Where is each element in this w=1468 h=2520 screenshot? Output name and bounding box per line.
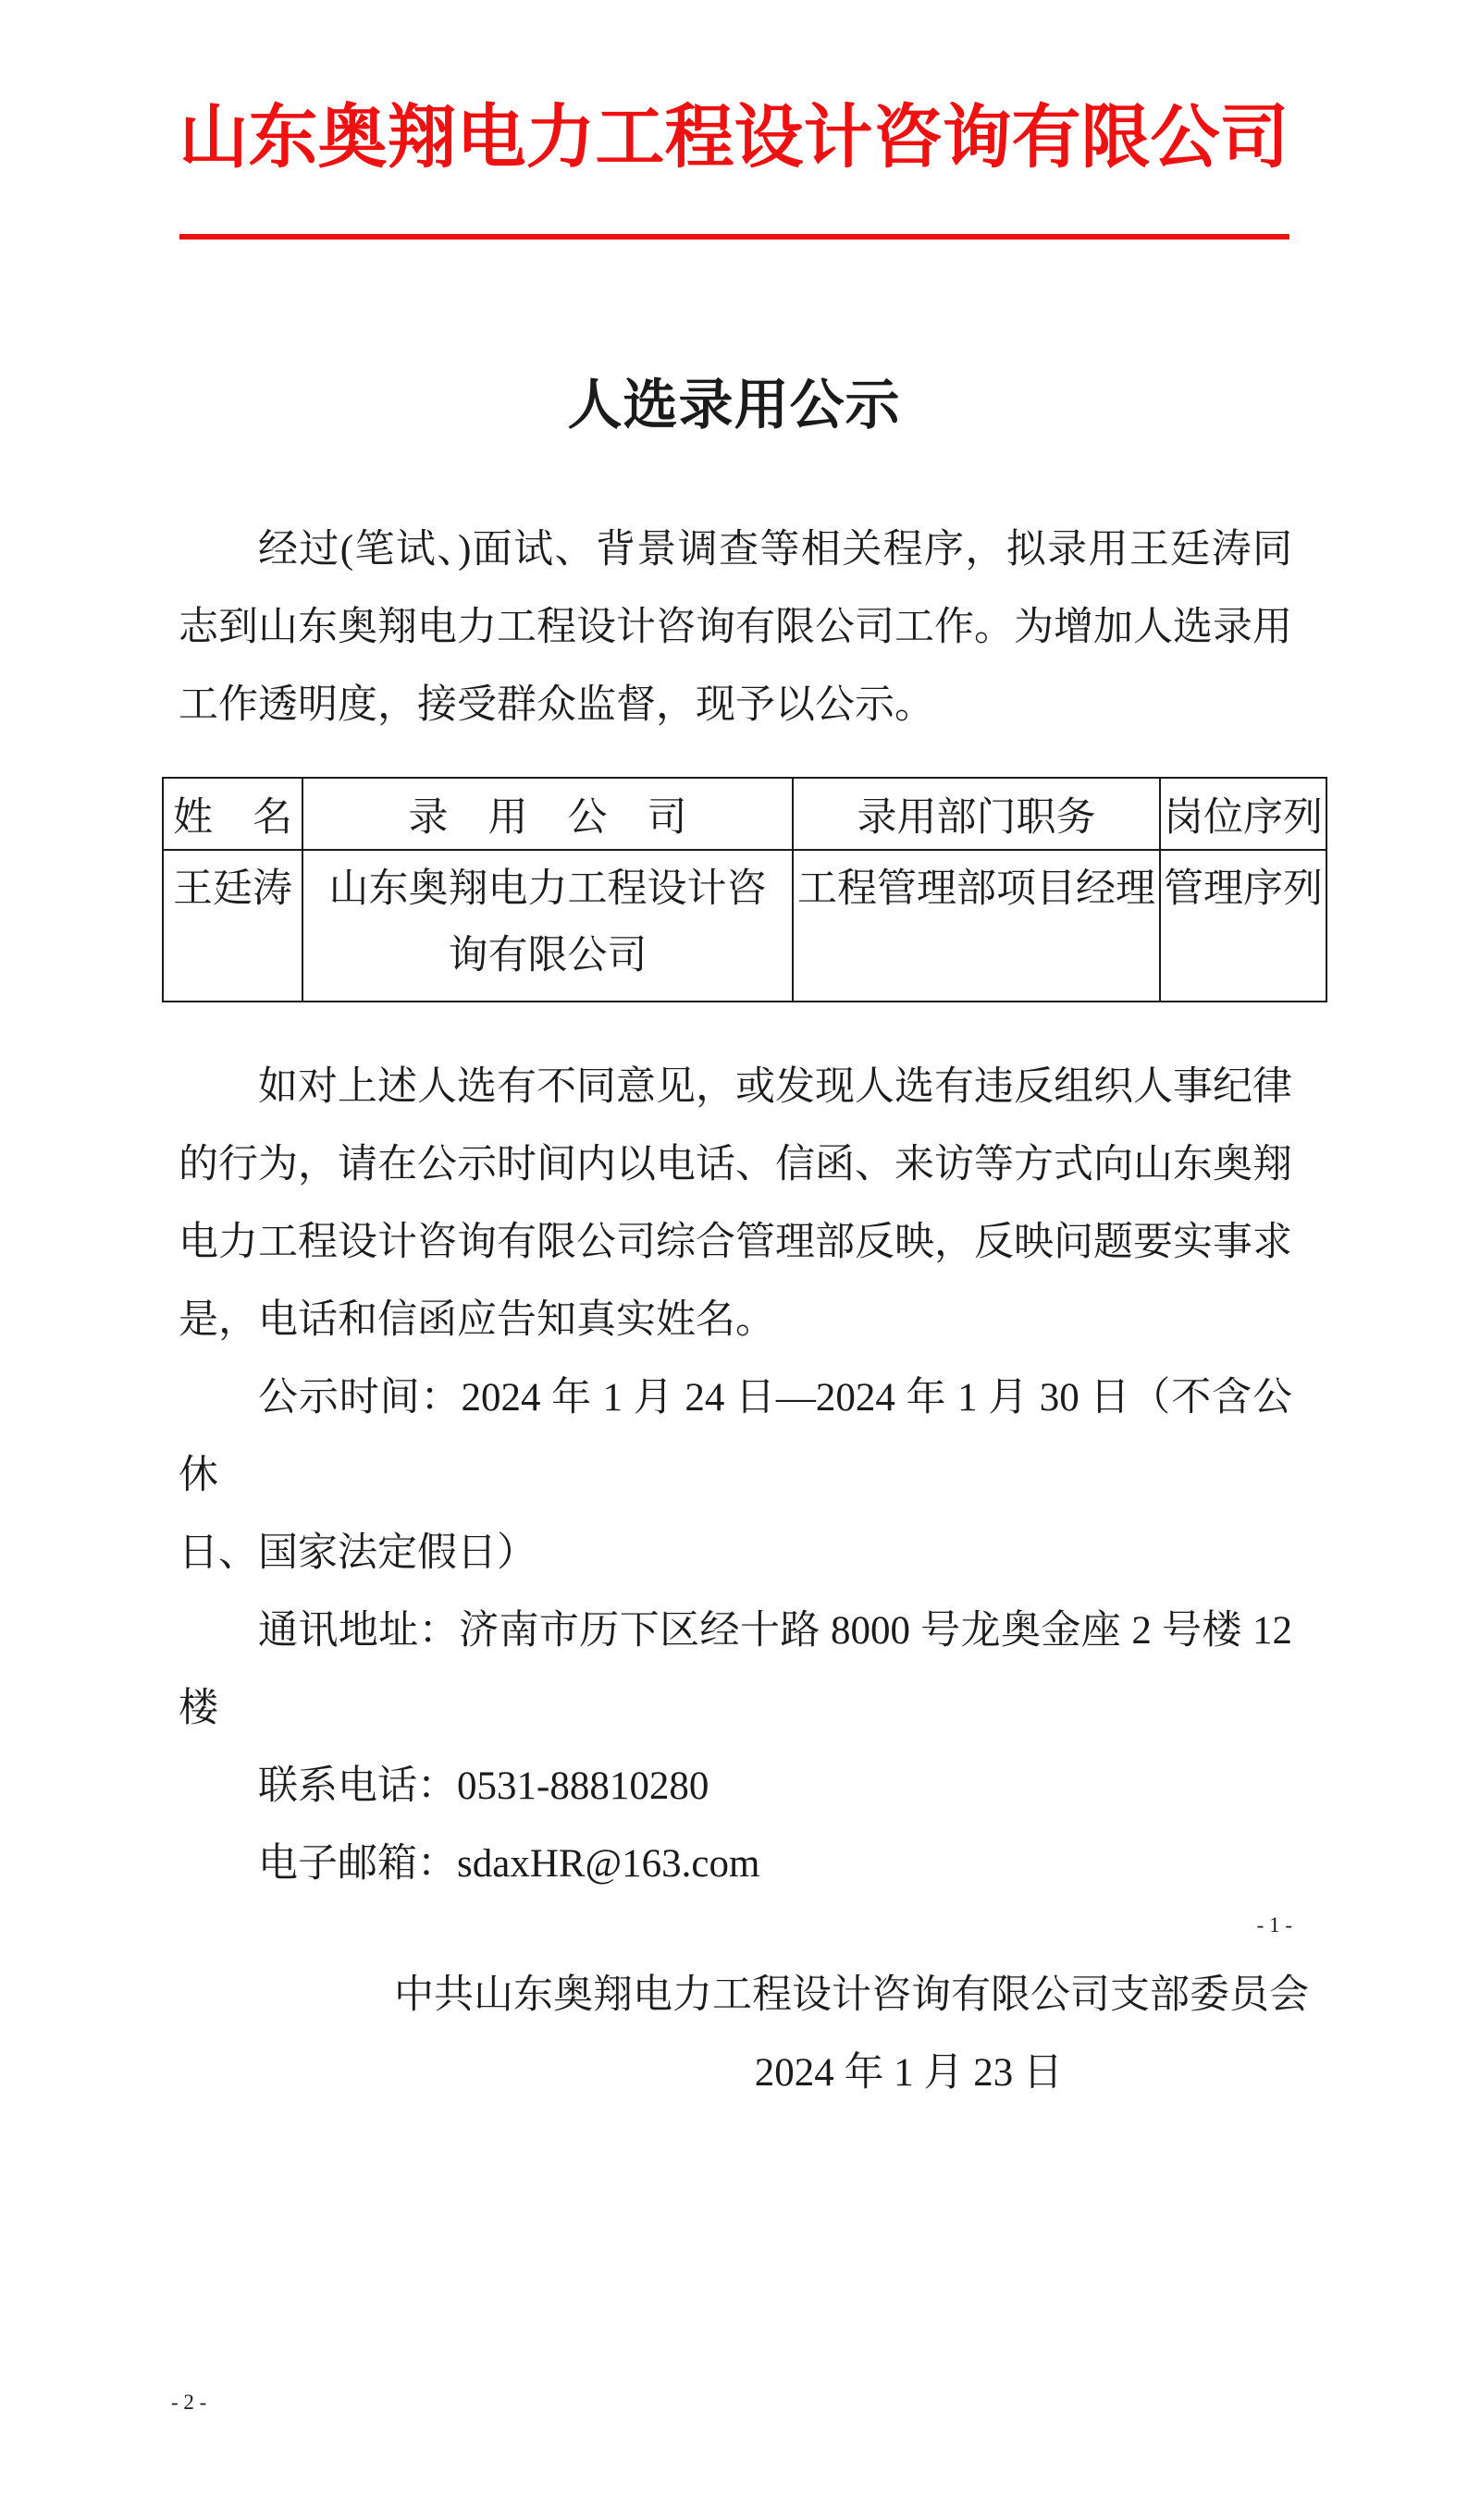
text-line: 询有限公司 bbox=[448, 934, 648, 977]
column-header-department-position: 录用部门职务 bbox=[793, 778, 1160, 850]
paragraph-feedback bbox=[179, 1049, 1292, 1359]
text-line: 山东奥翔电力工程设计咨 bbox=[328, 867, 767, 911]
column-header-post-sequence: 岗位序列 bbox=[1160, 778, 1326, 850]
text-line: 工作透明度，接受群众监督，现予以公示。 bbox=[179, 683, 934, 727]
text-line: 通讯地址：济南市历下区经十路 8000 号龙奥金座 2 号楼 12 bbox=[258, 1609, 1292, 1653]
cell-candidate-name: 王廷涛 bbox=[163, 850, 302, 1002]
paragraph-intro bbox=[179, 511, 1292, 744]
document-title: 人选录用公示 bbox=[567, 375, 901, 436]
issuing-committee-signature: 中共山东奥翔电力工程设计咨询有限公司支部委员会 bbox=[394, 1973, 1309, 2017]
table-row bbox=[163, 850, 1326, 1002]
paragraph-contact-phone bbox=[179, 1748, 1292, 1825]
text-line: 的行为，请在公示时间内以电话、信函、来访等方式向山东奥翔 bbox=[179, 1143, 1292, 1186]
text-line: 电力工程设计咨询有限公司综合管理部反映，反映问题要实事求 bbox=[179, 1221, 1292, 1264]
text-line: 经过(笔试、)面试、背景调查等相关程序，拟录用王廷涛同 bbox=[258, 528, 1292, 572]
text-line: 公示时间：2024 年 1 月 24 日—2024 年 1 月 30 日（不含公休 bbox=[179, 1376, 1292, 1497]
cell-department-position: 工程管理部项目经理 bbox=[793, 850, 1160, 1002]
candidate-table-body bbox=[163, 850, 1326, 1002]
paragraph-publicity-period bbox=[179, 1359, 1292, 1592]
text-line: 是，电话和信函应告知真实姓名。 bbox=[179, 1298, 775, 1342]
candidate-table bbox=[162, 777, 1327, 1002]
issue-date: 2024 年 1 月 23 日 bbox=[754, 2051, 1063, 2095]
text-line: 日、国家法定假日） bbox=[179, 1531, 537, 1575]
text-line: 如对上述人选有不同意见，或发现人选有违反组织人事纪律 bbox=[258, 1065, 1292, 1109]
paragraph-mailing-address bbox=[179, 1592, 1292, 1748]
text-line: 电子邮箱：sdaxHR@163.com bbox=[258, 1842, 760, 1886]
column-header-name: 姓 名 bbox=[163, 778, 302, 850]
table-header-row bbox=[163, 778, 1326, 850]
page-number-2: - 2 - bbox=[171, 2391, 207, 2414]
page-number-1: - 1 - bbox=[1256, 1913, 1292, 1936]
text-line: 楼 bbox=[179, 1687, 218, 1730]
candidate-table-header bbox=[163, 778, 1326, 850]
text-line: 志到山东奥翔电力工程设计咨询有限公司工作。为增加人选录用 bbox=[179, 606, 1292, 649]
letterhead-divider-rule bbox=[179, 234, 1289, 240]
cell-hiring-company bbox=[302, 850, 793, 1002]
company-letterhead: 山东奥翔电力工程设计咨询有限公司 bbox=[179, 100, 1289, 177]
cell-post-sequence: 管理序列 bbox=[1160, 850, 1326, 1002]
text-line: 联系电话：0531-88810280 bbox=[258, 1764, 709, 1808]
paragraph-contact-email bbox=[179, 1825, 1292, 1903]
column-header-company: 录 用 公 司 bbox=[302, 778, 793, 850]
